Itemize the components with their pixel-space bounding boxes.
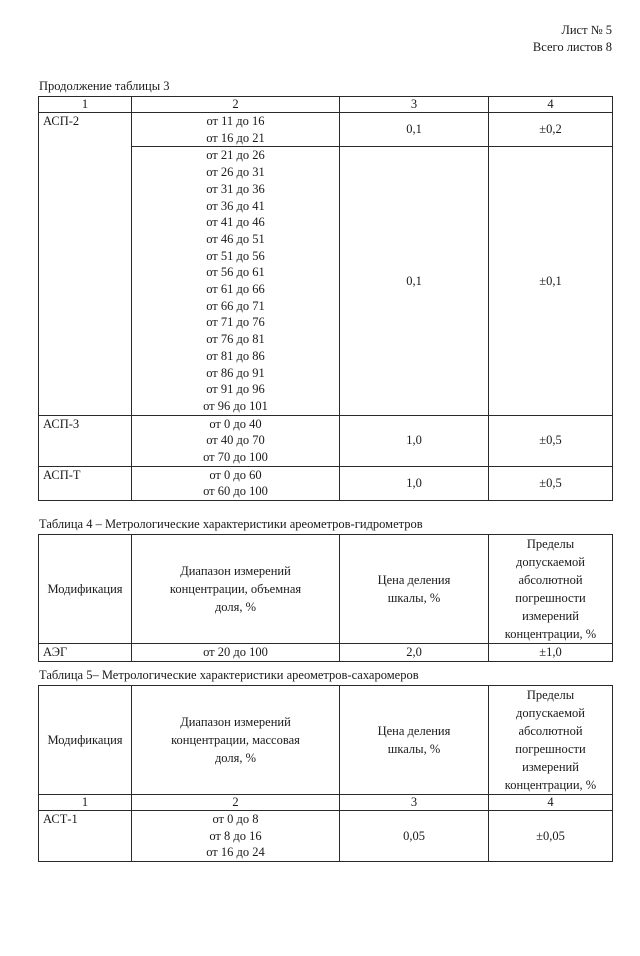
range-cell: от 0 до 60 от 60 до 100	[132, 466, 340, 500]
table5-caption: Таблица 5– Метрологические характеристики ареометров-сахаромеров	[39, 668, 419, 682]
header-cell: Цена деления шкалы, %	[340, 535, 489, 644]
header-cell: Пределы допускаемой абсолютной погрешности измерений концентрации, %	[489, 535, 613, 644]
total-sheets: Всего листов 8	[532, 40, 612, 54]
page-header	[533, 22, 612, 56]
scale-cell: 0,1	[340, 113, 489, 147]
col-number: 3	[340, 97, 489, 113]
model-cell: АЭГ	[39, 644, 132, 662]
range-cell: от 11 до 16 от 16 до 21	[132, 113, 340, 147]
model-cell: АСТ-1	[39, 811, 132, 862]
scale-cell: 1,0	[340, 466, 489, 500]
table-row	[39, 644, 613, 662]
col-number: 1	[39, 97, 132, 113]
range-cell: от 21 до 26 от 26 до 31 от 31 до 36 от 36 до 41 от 41 до 46 от 46 до 51 от 51 до 56 от 56 до 61 от 61 до 66 от 66 до 71 от 71 до 76 от 76 до 81 от 81 до 86 от 86 до 91 от 91 до 96 от 96 до 101	[132, 147, 340, 415]
error-cell: ±0,05	[489, 811, 613, 862]
table5-header-row	[39, 686, 613, 795]
col-number: 4	[489, 97, 613, 113]
error-cell: ±1,0	[489, 644, 613, 662]
error-cell: ±0,2	[489, 113, 613, 147]
col-number: 1	[39, 795, 132, 811]
table5-number-row	[39, 795, 613, 811]
scale-cell: 1,0	[340, 415, 489, 466]
table3-caption: Продолжение таблицы 3	[39, 79, 170, 93]
header-cell: Модификация	[39, 686, 132, 795]
error-cell: ±0,5	[489, 415, 613, 466]
col-number: 4	[489, 795, 613, 811]
range-cell: от 0 до 8 от 8 до 16 от 16 до 24	[132, 811, 340, 862]
header-cell: Модификация	[39, 535, 132, 644]
scale-cell: 2,0	[340, 644, 489, 662]
col-number: 3	[340, 795, 489, 811]
table3	[38, 96, 613, 501]
table4-header-row	[39, 535, 613, 644]
scale-cell: 0,1	[340, 147, 489, 415]
table5	[38, 685, 613, 862]
model-cell: АСП-3	[39, 415, 132, 466]
table-row	[39, 466, 613, 500]
table-row	[39, 415, 613, 466]
header-cell: Диапазон измерений концентрации, объемная доля, %	[132, 535, 340, 644]
model-cell: АСП-2	[39, 113, 132, 416]
sheet-number: Лист № 5	[561, 23, 612, 37]
col-number: 2	[132, 795, 340, 811]
range-cell: от 0 до 40 от 40 до 70 от 70 до 100	[132, 415, 340, 466]
error-cell: ±0,1	[489, 147, 613, 415]
table3-number-row	[39, 97, 613, 113]
table4-caption: Таблица 4 – Метрологические характеристики ареометров-гидрометров	[39, 517, 423, 531]
table-row	[39, 113, 613, 147]
header-cell: Диапазон измерений концентрации, массовая доля, %	[132, 686, 340, 795]
table4	[38, 534, 613, 662]
scale-cell: 0,05	[340, 811, 489, 862]
header-cell: Пределы допускаемой абсолютной погрешности измерений концентрации, %	[489, 686, 613, 795]
error-cell: ±0,5	[489, 466, 613, 500]
header-cell: Цена деления шкалы, %	[340, 686, 489, 795]
model-cell: АСП-Т	[39, 466, 132, 500]
col-number: 2	[132, 97, 340, 113]
table-row	[39, 811, 613, 862]
range-cell: от 20 до 100	[132, 644, 340, 662]
